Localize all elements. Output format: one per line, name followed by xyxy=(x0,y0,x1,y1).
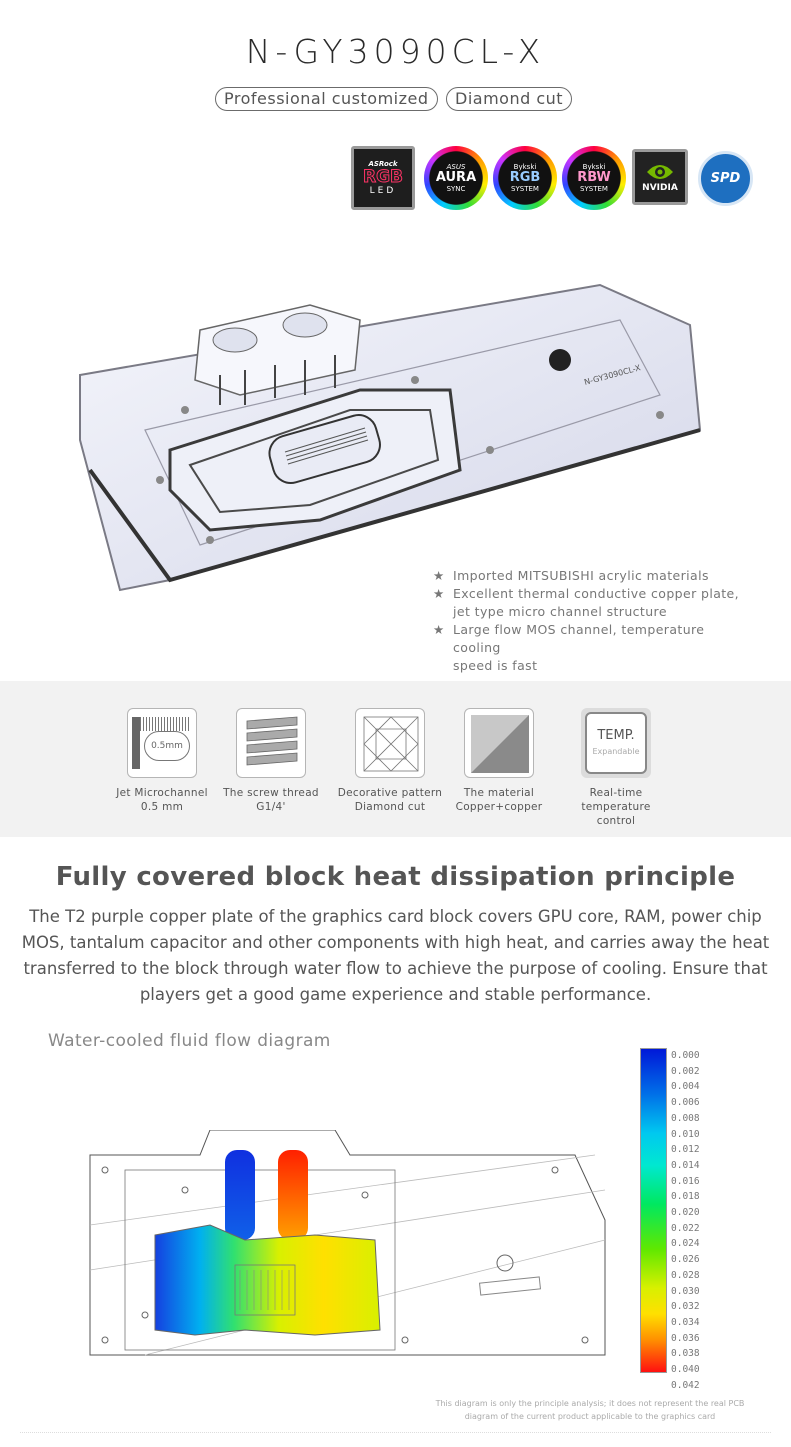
spec-line: The screw thread xyxy=(223,787,319,799)
feature-line: Excellent thermal conductive copper plate, xyxy=(453,586,740,601)
disclaimer-text xyxy=(380,1397,791,1423)
legend-tick-label: 0.008 xyxy=(671,1112,700,1124)
temp-label: TEMP. xyxy=(597,728,635,743)
spec-temperature xyxy=(561,708,671,828)
legend-tick-label: 0.002 xyxy=(671,1065,700,1077)
legend-tick-label: 0.034 xyxy=(671,1316,700,1328)
jet-microchannel-icon xyxy=(127,708,197,778)
bykski-rgb-system-icon xyxy=(493,146,557,210)
spec-jet-microchannel xyxy=(107,708,217,814)
model-title: N-GY3090CL-X xyxy=(245,32,546,71)
legend-color-bar xyxy=(640,1048,667,1373)
nvidia-eye-icon xyxy=(645,161,675,183)
spd-icon xyxy=(698,151,753,206)
badge-line: Bykski xyxy=(582,163,606,171)
legend-tick-label: 0.032 xyxy=(671,1301,700,1313)
legend-tick-label: 0.000 xyxy=(671,1050,700,1061)
feature-line: Imported MITSUBISHI acrylic materials xyxy=(453,568,709,583)
legend-tick-label: 0.012 xyxy=(671,1144,700,1156)
legend-tick-label: 0.026 xyxy=(671,1254,700,1266)
spec-line: Diamond cut xyxy=(354,801,426,813)
badge-line: SPD xyxy=(710,171,741,186)
spec-screw-thread xyxy=(216,708,326,814)
gpu-water-block-image xyxy=(60,280,740,610)
feature-item xyxy=(433,585,753,621)
legend-tick-label: 0.030 xyxy=(671,1285,700,1297)
legend-tick-label: 0.004 xyxy=(671,1081,700,1093)
disclaimer-line: diagram of the current product applicable to the graphics card xyxy=(464,1412,716,1421)
badge-line: SYSTEM xyxy=(580,185,608,193)
star-icon: ★ xyxy=(433,568,445,583)
badge-line: SYNC xyxy=(446,185,466,193)
feature-line: speed is fast xyxy=(453,658,538,673)
legend-tick-label: 0.010 xyxy=(671,1128,700,1140)
asrock-rgb-led-icon xyxy=(351,146,415,210)
legend-tick-label: 0.020 xyxy=(671,1207,700,1218)
temperature-icon xyxy=(581,708,651,778)
feature-item xyxy=(433,621,753,675)
nvidia-icon xyxy=(632,149,688,205)
feature-line: Large flow MOS channel, temperature cooling xyxy=(453,622,705,655)
engraving-text: N-GY3090CL-X xyxy=(583,363,642,387)
badge-line: AURA xyxy=(435,170,477,185)
legend-tick-label: 0.042 xyxy=(671,1379,700,1391)
badge-line: Bykski xyxy=(513,163,537,171)
spec-label xyxy=(444,786,554,814)
legend-tick-label: 0.028 xyxy=(671,1269,700,1281)
section-body: The T2 purple copper plate of the graphics card block covers GPU core, RAM, power chip MOS, tantalum capacitor and other components with high heat, and carries away the heat transferred to the block through water flow to achieve the purpose of cooling. Ensure that players get a good game experience and stable performance. xyxy=(21,907,770,1004)
legend-tick-label: 0.014 xyxy=(671,1159,700,1171)
screw-thread-icon xyxy=(236,708,306,778)
star-icon: ★ xyxy=(433,586,445,601)
badge-line: ASRock xyxy=(368,160,398,168)
copper-material-icon xyxy=(464,708,534,778)
spec-label xyxy=(216,786,326,814)
disclaimer-line: This diagram is only the principle analysis; it does not represent the real PCB xyxy=(435,1399,745,1408)
feature-item xyxy=(433,567,753,585)
flow-diagram-title: Water-cooled fluid flow diagram xyxy=(48,1031,331,1051)
badge-line: ASUS xyxy=(446,163,466,171)
spec-label xyxy=(335,786,445,814)
spec-diamond-pattern xyxy=(335,708,445,814)
spec-material xyxy=(444,708,554,814)
section-title: Fully covered block heat dissipation principle xyxy=(55,862,736,892)
spec-line: The material xyxy=(463,787,535,799)
spec-line: G1/4' xyxy=(256,801,286,813)
tag-professional-customized: Professional customized xyxy=(215,87,438,111)
tag-diamond-cut: Diamond cut xyxy=(446,87,572,111)
spec-line: Copper+copper xyxy=(455,801,543,813)
badge-line: RBW xyxy=(577,170,611,185)
spec-line: temperature control xyxy=(581,801,651,827)
bykski-rbw-system-icon xyxy=(562,146,626,210)
legend-tick-label: 0.036 xyxy=(671,1332,700,1344)
legend-tick-label: 0.018 xyxy=(671,1191,700,1203)
spec-line: Real-time xyxy=(589,787,643,799)
badge-line: NVIDIA xyxy=(642,183,678,193)
spec-label xyxy=(107,786,217,814)
spec-line: Decorative pattern xyxy=(337,787,443,799)
legend-tick-label: 0.022 xyxy=(671,1222,700,1234)
divider xyxy=(20,1432,771,1433)
legend-tick-label: 0.040 xyxy=(671,1364,700,1375)
spec-line: Jet Microchannel xyxy=(116,787,208,799)
asus-aura-sync-icon xyxy=(424,146,488,210)
fluid-flow-diagram xyxy=(85,1130,615,1365)
feature-list xyxy=(433,567,753,675)
badge-line: LED xyxy=(369,186,397,196)
badge-line: SYSTEM xyxy=(511,185,539,193)
badge-line: RGB xyxy=(362,167,403,187)
legend-tick-label: 0.006 xyxy=(671,1097,700,1109)
diamond-pattern-icon xyxy=(355,708,425,778)
legend-tick-label: 0.038 xyxy=(671,1348,700,1360)
jet-size-label: 0.5mm xyxy=(144,731,190,761)
feature-line: jet type micro channel structure xyxy=(453,604,667,619)
spec-line: 0.5 mm xyxy=(140,801,184,813)
legend-tick-label: 0.016 xyxy=(671,1175,700,1187)
temp-sublabel: Expandable xyxy=(592,747,640,756)
star-icon: ★ xyxy=(433,622,445,637)
legend-tick-label: 0.024 xyxy=(671,1238,700,1250)
badge-line: RGB xyxy=(509,170,541,185)
spec-label xyxy=(561,786,671,828)
